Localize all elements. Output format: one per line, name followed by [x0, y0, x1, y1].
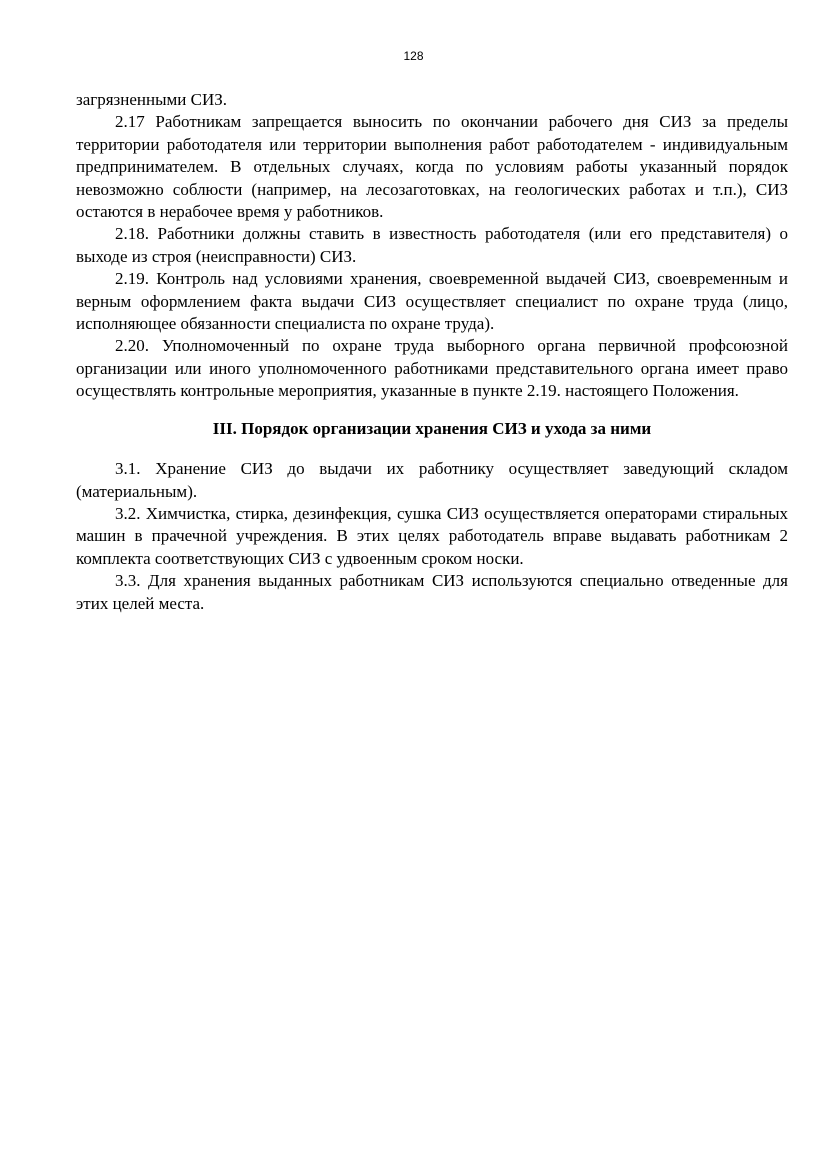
paragraph-2-17: 2.17 Работникам запрещается выносить по окончании рабочего дня СИЗ за пределы территории работодателя или территории выполнения работ работодателем - индивидуальным предпринимателем. В отдельных случаях, когда по условиям работы указанный порядок невозможно соблюсти (например, на лесозаготовках, на геологических работах и т.п.), СИЗ остаются в нерабочее время у работников.	[76, 112, 788, 222]
paragraph-3-2: 3.2. Химчистка, стирка, дезинфекция, сушка СИЗ осуществляется операторами стиральных машин в прачечной учреждения. В этих целях работодатель вправе выдавать работникам 2 комплекта соответствующих СИЗ с удвоенным сроком носки.	[76, 503, 788, 568]
paragraph-3-3: 3.3. Для хранения выданных работникам СИЗ используются специально отведенные для этих целей места.	[76, 571, 788, 613]
paragraph-continuation: загрязненными СИЗ.	[76, 90, 228, 109]
page-number: 128	[403, 49, 424, 63]
paragraph-2-20: 2.20. Уполномоченный по охране труда выборного органа первичной профсоюзной организации или иного уполномоченного работниками представительного органа имеет право осуществлять контрольные мероприятия, указанные в пункте 2.19. настоящего Положения.	[76, 336, 788, 401]
paragraph-3-1: 3.1. Хранение СИЗ до выдачи их работнику осуществляет заведующий складом (материальным).	[76, 459, 788, 501]
paragraph-2-18: 2.18. Работники должны ставить в известность работодателя (или его представителя) о выходе из строя (неисправности) СИЗ.	[76, 224, 788, 266]
document-body	[76, 89, 788, 615]
paragraph-2-19: 2.19. Контроль над условиями хранения, своевременной выдачей СИЗ, своевременным и верным оформлением факта выдачи СИЗ осуществляет специалист по охране труда (лицо, исполняющее обязанности специалиста по охране труда).	[76, 269, 788, 334]
section-heading: III. Порядок организации хранения СИЗ и ухода за ними	[212, 418, 652, 438]
